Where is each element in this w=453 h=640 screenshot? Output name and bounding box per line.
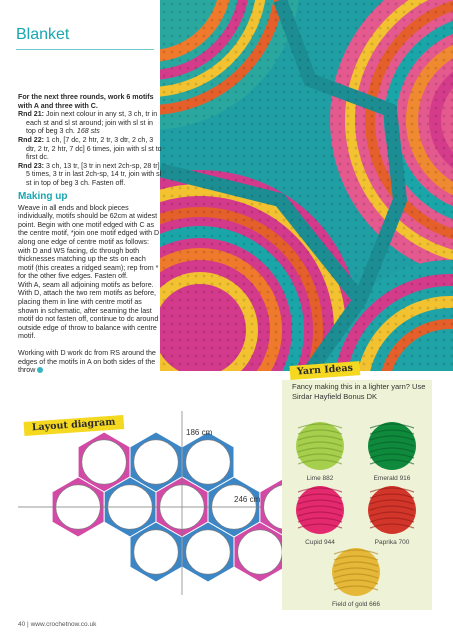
motif-centre-3	[82, 440, 126, 484]
making-up-para-3	[18, 349, 162, 375]
round-23	[18, 162, 162, 188]
round-23-label: Rnd 23:	[18, 161, 45, 170]
motif-centre-8	[186, 530, 230, 574]
width-label: 246 cm	[234, 495, 261, 504]
end-of-pattern-dot-icon	[37, 367, 43, 373]
round-23-text: 3 ch, 13 tr, [3 tr in next 2ch-sp, 28 tr] 5 times, 3 tr in last 2ch-sp, 14 tr, join with sl st in top of beg 3 ch. Fasten off.	[26, 161, 162, 187]
yarn-ball-label-2: Emerald 916	[373, 475, 411, 482]
yarn-ball-label-1: Lime 882	[306, 475, 334, 482]
yarn-balls-art	[282, 410, 432, 610]
yarn-ball-label-5: Field of gold 666	[331, 601, 381, 608]
round-21-count: 168 sts	[76, 127, 100, 136]
motif-centre-9	[238, 530, 282, 574]
motif-centre-2	[186, 440, 230, 484]
yarn-ideas-heading: Yarn Ideas	[290, 361, 361, 380]
pattern-text	[18, 93, 162, 375]
yarn-ball-label-4: Paprika 700	[374, 539, 410, 546]
page-footer	[18, 621, 96, 628]
footer-separator: |	[27, 621, 29, 628]
making-up-para-2: With A, seam all adjoining motifs as before. With D, attach the two rem motifs as before, placing them in line with centre motif as shown in schematic, after seaming the last motif do not fasten off, continue to dc around outside edge of throw to balance with centre motif.	[18, 280, 159, 341]
making-up-para-3-text: Working with D work dc from RS around the edges of the motifs in A on both sides of the throw	[18, 349, 156, 375]
yarn-ball-3	[296, 486, 344, 546]
round-21-text: Join next colour in any st, 3 ch, tr in each st and sl st around; join with sl st in top of beg 3 ch.	[26, 110, 158, 136]
footer-website: www.crochetnow.co.uk	[30, 621, 97, 628]
yarn-ball-2	[368, 422, 416, 482]
layout-diagram-label: Layout diagram	[24, 415, 124, 436]
motif-centre-7	[134, 530, 178, 574]
title-rule	[16, 49, 154, 50]
round-21	[18, 110, 162, 136]
making-up-para-1: Weave in all ends and block pieces individually, motifs should be 62cm at widest point. Begin with one motif edged with C as the centre motif, *join one motif edged with D along one edge of centre motif as follows: with D and WS facing, dc through both thicknesses matching up the sts on each motif (this creates a ridged seam); rep from * for the other five edges. Fasten off.	[18, 203, 160, 281]
round-22-text: 1 ch, [7 dc, 2 htr, 2 tr, 3 dtr, 2 ch, 3 dtr, 2 tr, 2 htr, 7 dc] 6 times, join with sl st to first dc.	[26, 135, 162, 162]
height-label: 186 cm	[186, 428, 213, 437]
section-title: Blanket	[16, 26, 70, 43]
yarn-balls	[282, 410, 432, 610]
yarn-ball-4	[368, 486, 416, 546]
round-21-label: Rnd 21:	[18, 110, 45, 119]
motif-centre-1	[134, 440, 178, 484]
yarn-ball-5	[332, 548, 380, 608]
round-22-label: Rnd 22:	[18, 135, 45, 144]
yarn-ball-1	[296, 422, 344, 482]
page-number: 40	[18, 621, 26, 628]
making-up-heading: Making up	[18, 190, 68, 202]
yarn-ideas-intro: Fancy making this in a lighter yarn? Use Sirdar Hayfield Bonus DK	[292, 382, 426, 401]
blanket-photo-art	[160, 0, 453, 371]
round-22	[18, 136, 162, 162]
pattern-intro: For the next three rounds, work 6 motifs with A and three with C.	[18, 93, 154, 110]
blanket-photo	[160, 0, 453, 371]
yarn-ball-label-3: Cupid 944	[305, 539, 335, 546]
